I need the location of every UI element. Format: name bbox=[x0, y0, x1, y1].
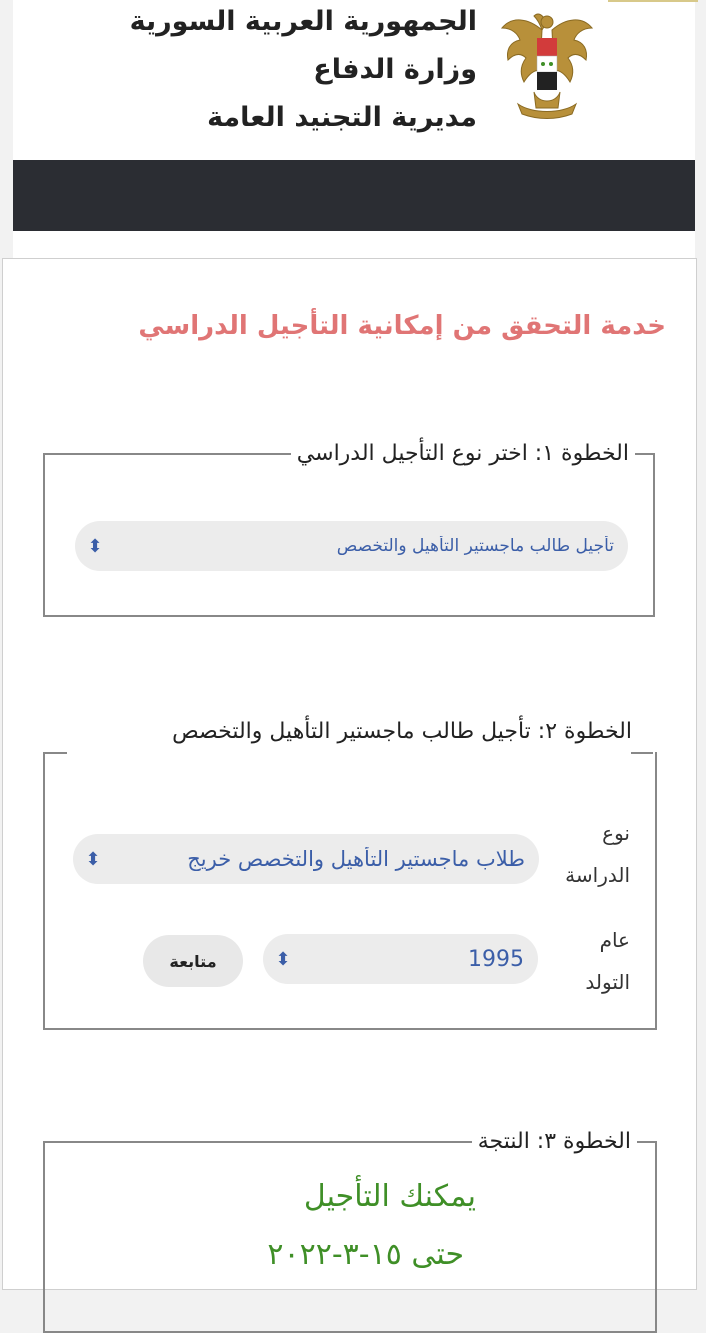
birth-year-select[interactable] bbox=[263, 934, 538, 984]
select-arrows-icon: ⬍ bbox=[85, 848, 101, 870]
service-title: خدمة التحقق من إمكانية التأجيل الدراسي bbox=[138, 311, 666, 341]
deferment-type-value: تأجيل طالب ماجستير التأهيل والتخصص bbox=[336, 536, 614, 556]
directorate-name: مديرية التجنيد العامة bbox=[207, 102, 477, 133]
birth-year-value: 1995 bbox=[468, 946, 524, 972]
study-type-value: طلاب ماجستير التأهيل والتخصص خريج bbox=[187, 847, 525, 871]
continue-button[interactable]: متابعة bbox=[143, 935, 243, 987]
header bbox=[13, 0, 695, 160]
step3-fieldset bbox=[43, 1129, 657, 1333]
step3-legend: الخطوة ٣: النتجة bbox=[477, 1129, 631, 1154]
result-message: يمكنك التأجيل bbox=[303, 1179, 476, 1214]
select-arrows-icon: ⬍ bbox=[87, 535, 103, 557]
top-edge-decoration bbox=[608, 0, 698, 2]
deferment-type-select[interactable] bbox=[75, 521, 628, 571]
syrian-eagle-emblem-icon bbox=[498, 8, 596, 120]
step1-fieldset bbox=[43, 441, 655, 617]
study-type-select[interactable] bbox=[73, 834, 539, 884]
select-arrows-icon: ⬍ bbox=[275, 948, 291, 970]
ministry-name: وزارة الدفاع bbox=[313, 54, 477, 85]
service-card bbox=[2, 258, 697, 1290]
navigation-bar bbox=[13, 160, 695, 231]
step2-legend: الخطوة ٢: تأجيل طالب ماجستير التأهيل والتخصص bbox=[172, 719, 632, 744]
birth-year-label: عام التولد bbox=[585, 928, 630, 994]
republic-name: الجمهورية العربية السورية bbox=[129, 6, 477, 37]
result-date: حتى ١٥-٣-٢٠٢٢ bbox=[267, 1237, 464, 1272]
study-type-label: نوع الدراسة bbox=[565, 821, 630, 887]
step1-legend: الخطوة ١: اختر نوع التأجيل الدراسي bbox=[296, 441, 629, 466]
